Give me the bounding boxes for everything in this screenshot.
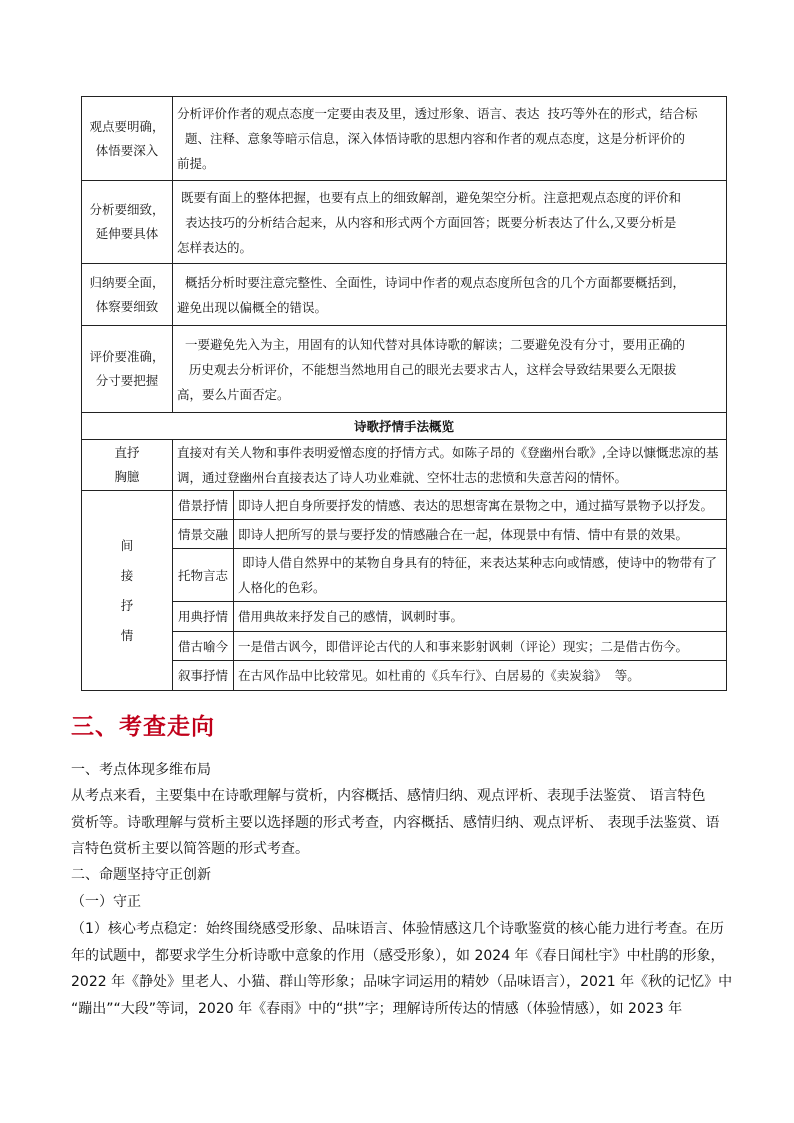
analysis-row <box>82 97 727 181</box>
table-header: 诗歌抒情手法概览 <box>82 413 727 440</box>
poetry-analysis-table <box>81 96 727 691</box>
subheading-3: （一）守正 <box>71 894 141 910</box>
method-name: 情景交融 <box>173 520 234 549</box>
subheading-2: 二、命题坚持守正创新 <box>71 867 211 883</box>
paragraph-2: （1）核心考点稳定：始终围绕感受形象、品味语言、体验情感这几个诗歌鉴赏的核心能力进行考查。在历 年的试题中，都要求学生分析诗歌中意象的作用（感受形象），如 2024 年《春日闻杜宇》中杜鹃的形象， 2022 年《静处》里老人、小猫、群山等形象；品味字词运用的精妙（品味语言），2021 年《秋的记忆》中 “蹦出”“大段”等词，2020 年《春雨》中的“拱”字；理解诗所传达的情感（体验情感），如 2023 年 <box>71 921 733 1017</box>
row-label: 观点要明确， 体悟要深入 <box>82 97 173 181</box>
subheading-1: 一、考点体现多维布局 <box>71 762 211 778</box>
indirect-method-row <box>82 520 727 549</box>
row-text: 一要避免先入为主，用固有的认知代替对具体诗歌的解读；二要避免没有分寸，要用正确的 历史观去分析评价，不能想当然地用自己的眼光去要求古人，这样会导致结果要么无限拔 高，要么片面否定。 <box>173 326 727 413</box>
method-text: 一是借古讽今，即借评论古代的人和事来影射讽刺（评论）现实；二是借古伤今。 <box>234 632 727 661</box>
method-text: 即诗人把自身所要抒发的情感、表达的思想寄寓在景物之中，通过描写景物予以抒发。 <box>234 491 727 520</box>
analysis-row <box>82 264 727 326</box>
analysis-row <box>82 326 727 413</box>
direct-lyric-row <box>82 440 727 491</box>
indirect-method-row <box>82 602 727 632</box>
section-title: 三、考查走向 <box>71 714 215 740</box>
row-label: 归纳要全面， 体察要细致 <box>82 264 173 326</box>
method-name: 借古喻今 <box>173 632 234 661</box>
row-label: 评价要准确， 分寸要把握 <box>82 326 173 413</box>
direct-lyric-label: 直抒 胸臆 <box>82 440 173 491</box>
indirect-method-row <box>82 661 727 691</box>
indirect-method-row <box>82 491 727 520</box>
method-name: 托物言志 <box>173 549 234 602</box>
paragraph-1: 从考点来看，主要集中在诗歌理解与赏析，内容概括、感情归纳、观点评析、表现手法鉴赏、 语言特色 赏析等。诗歌理解与赏析主要以选择题的形式考查，内容概括、感情归纳、观点评析、 表现手法鉴赏、语 言特色赏析主要以简答题的形式考查。 <box>71 788 720 857</box>
analysis-row <box>82 181 727 264</box>
direct-lyric-text: 直接对有关人物和事件表明爱憎态度的抒情方式。如陈子昂的《登幽州台歌》,全诗以慷慨悲凉的基 调，通过登幽州台直接表达了诗人功业难就、空怀壮志的悲愤和失意苦闷的情怀。 <box>173 440 727 491</box>
row-label: 分析要细致， 延伸要具体 <box>82 181 173 264</box>
row-text: 概括分析时要注意完整性、全面性，诗词中作者的观点态度所包含的几个方面都要概括到， 避免出现以偏概全的错误。 <box>173 264 727 326</box>
row-text: 分析评价作者的观点态度一定要由表及里，透过形象、语言、表达 技巧等外在的形式，结合标 题、注释、意象等暗示信息，深入体悟诗歌的思想内容和作者的观点态度，这是分析评价的 前提。 <box>173 97 727 181</box>
method-name: 借景抒情 <box>173 491 234 520</box>
table-header-row <box>82 413 727 440</box>
method-text: 借用典故来抒发自己的感情，讽刺时事。 <box>234 602 727 632</box>
method-name: 叙事抒情 <box>173 661 234 691</box>
method-text: 即诗人把所写的景与要抒发的情感融合在一起，体现景中有情、情中有景的效果。 <box>234 520 727 549</box>
row-text: 既要有面上的整体把握，也要有点上的细致解剖，避免架空分析。注意把观点态度的评价和 表达技巧的分析结合起来，从内容和形式两个方面回答；既要分析表达了什么,又要分析是 怎样表达的。 <box>173 181 727 264</box>
indirect-method-row <box>82 632 727 661</box>
method-text: 即诗人借自然界中的某物自身具有的特征，来表达某种志向或情感，使诗中的物带有了 人格化的色彩。 <box>234 549 727 602</box>
indirect-lyric-label: 间 接 抒 情 <box>82 491 173 691</box>
method-name: 用典抒情 <box>173 602 234 632</box>
method-text: 在古风作品中比较常见。如杜甫的《兵车行》、白居易的《卖炭翁》 等。 <box>234 661 727 691</box>
indirect-method-row <box>82 549 727 602</box>
